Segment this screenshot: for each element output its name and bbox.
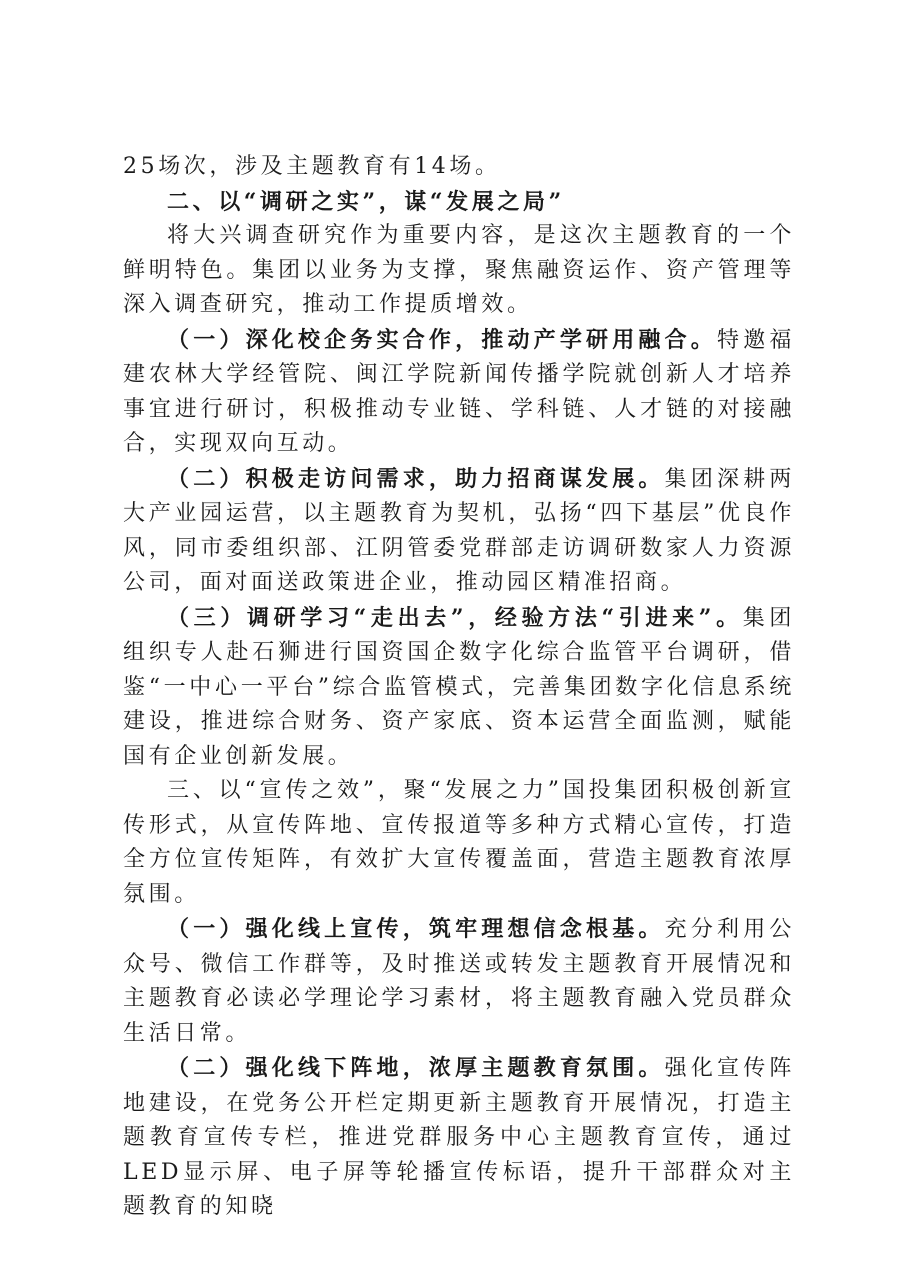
section-heading-two [123, 185, 795, 220]
paragraph-lead: （三）调研学习“走出去”，经验方法“引进来”。 [167, 604, 743, 631]
section-heading-three [123, 774, 795, 912]
paragraph-text: 特邀福建农林大学经管院、闽江学院新闻传播学院就创新人才培养事宜进行研讨，积极推动专业链、学科链、人才链的对接融合，实现双向互动。 [123, 327, 795, 456]
paragraph-item-2 [123, 1051, 795, 1225]
paragraph-text: 充分利用公众号、微信工作群等，及时推送或转发主题教育开展情况和主题教育必读必学理论学习素材，将主题教育融入党员群众生活日常。 [123, 917, 795, 1046]
paragraph-item-1 [123, 912, 795, 1051]
paragraph-text: 25场次，涉及主题教育有14场。 [123, 154, 501, 179]
paragraph-lead: （一）深化校企务实合作，推动产学研用融合。 [167, 326, 717, 353]
paragraph-lead: （一）强化线上宣传，筑牢理想信念根基。 [167, 916, 665, 942]
paragraph-item-2 [123, 462, 795, 601]
paragraph-lead: （二）积极走访问需求，助力招商谋发展。 [167, 465, 665, 492]
paragraph-text: 强化宣传阵地建设，在党务公开栏定期更新主题教育开展情况，打造主题教育宣传专栏，推进党群服务中心主题教育宣传，通过LED显示屏、电子屏等轮播宣传标语，提升干部群众对主题教育的知晓 [123, 1056, 795, 1219]
paragraph-text: 集团组织专人赴石狮进行国资国企数字化综合监管平台调研，借鉴“一中心一平台”综合监管模式，完善集团数字化信息系统建设，推进综合财务、资产家底、资本运营全面监测，赋能国有企业创新发展。 [123, 605, 796, 769]
paragraph-continuation [123, 150, 795, 185]
paragraph-text: 集团深耕两大产业园运营，以主题教育为契机，弘扬“四下基层”优良作风，同市委组织部、江阴管委党群部走访调研数家人力资源公司，面对面送政策进企业，推动园区精准招商。 [123, 466, 795, 595]
paragraph-item-1 [123, 323, 795, 462]
paragraph-text: 将大兴调查研究作为重要内容，是这次主题教育的一个鲜明特色。集团以业务为支撑，聚焦融资运作、资产管理等深入调查研究，推动工作提质增效。 [123, 223, 795, 317]
paragraph-lead: （二）强化线下阵地，浓厚主题教育氛围。 [167, 1055, 665, 1081]
document-body [123, 150, 795, 1225]
paragraph-item-3 [123, 601, 795, 775]
heading-text: 二、以“调研之实”，谋“发展之局” [167, 188, 565, 215]
paragraph-text: 三、以“宣传之效”，聚“发展之力”国投集团积极创新宣传形式，从宣传阵地、宣传报道等多种方式精心宣传，打造全方位宣传矩阵，有效扩大宣传覆盖面，营造主题教育浓厚氛围。 [123, 778, 795, 907]
paragraph-intro [123, 219, 795, 323]
